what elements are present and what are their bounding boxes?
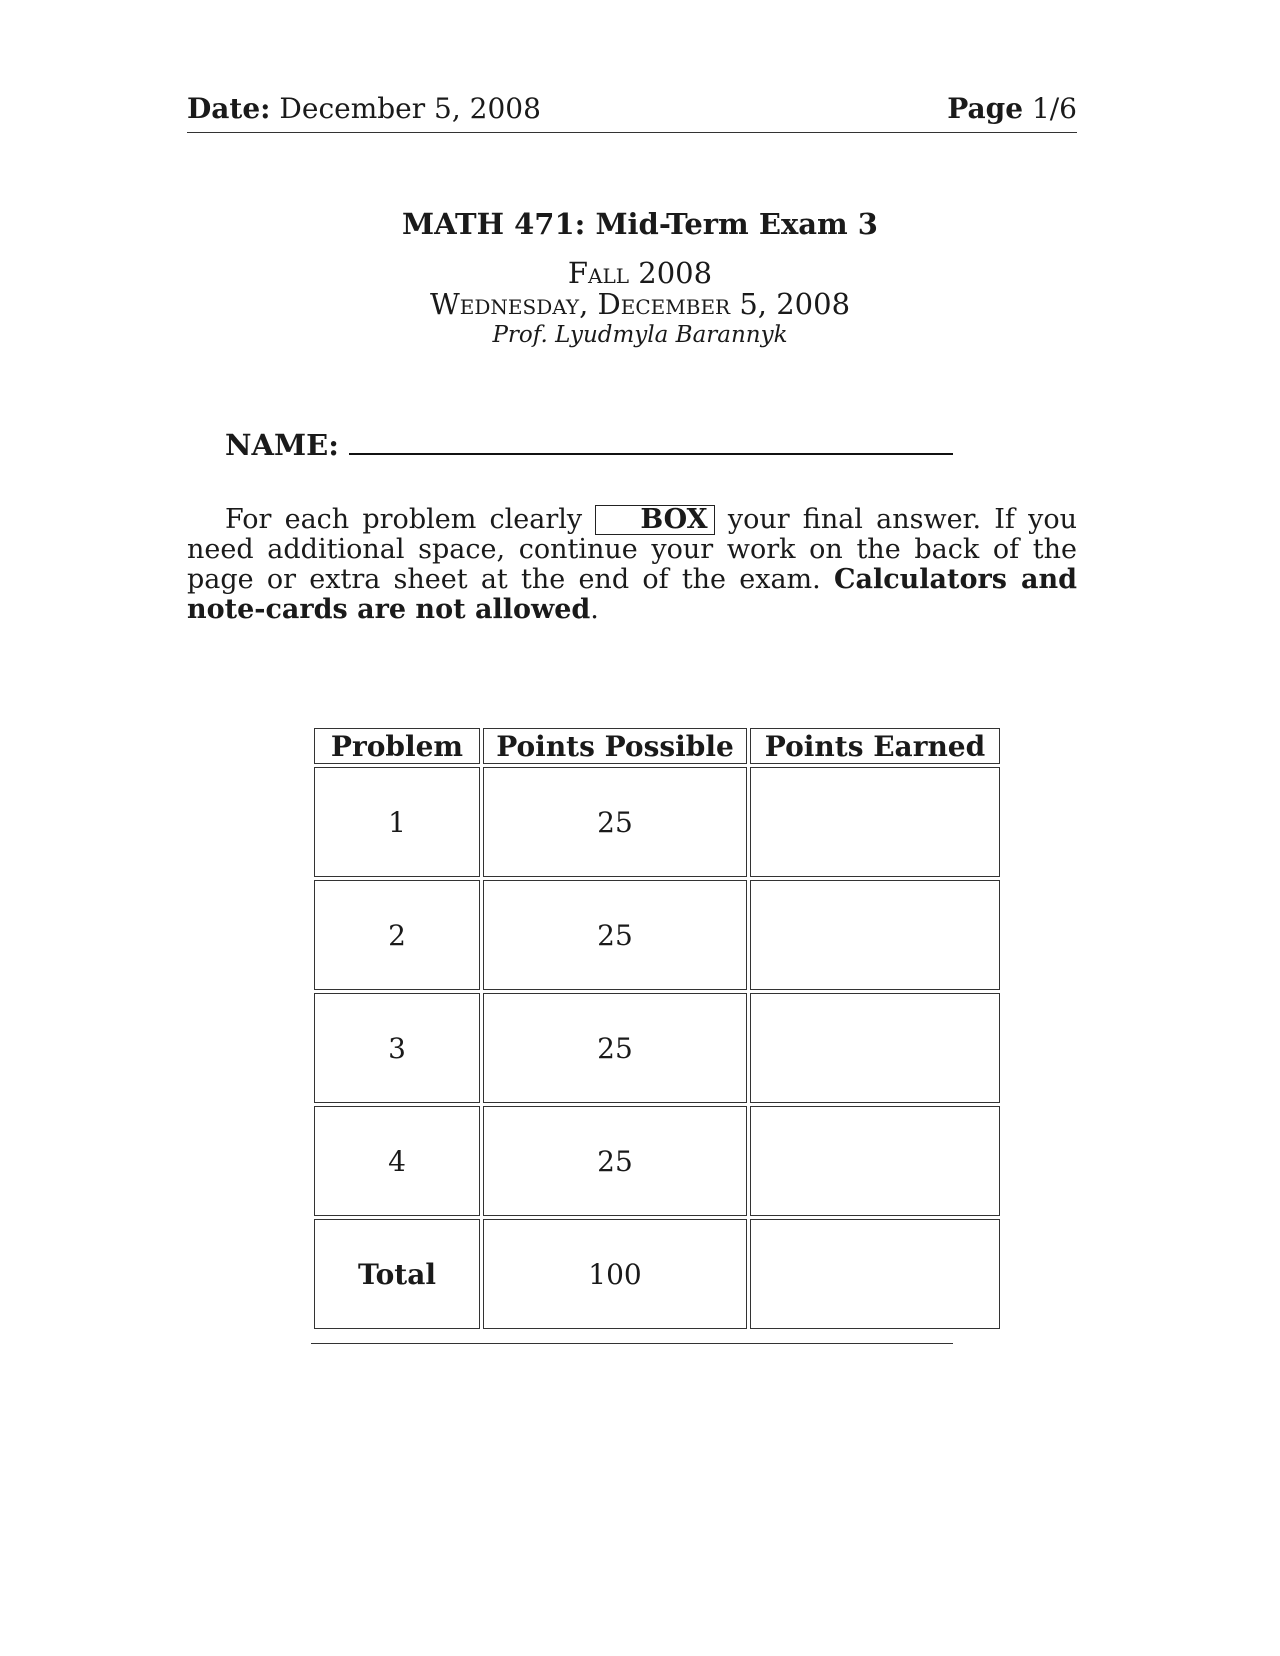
box-emphasis: BOX — [595, 505, 714, 535]
header-points-earned: Points Earned — [750, 728, 1000, 764]
table-row — [314, 1106, 1000, 1216]
header-problem: Problem — [314, 728, 480, 764]
table-row — [314, 880, 1000, 990]
page-number: 1/6 — [1031, 92, 1077, 125]
header-page — [947, 92, 1077, 125]
total-row — [314, 1219, 1000, 1329]
instructions-bold: Calculators and note-cards are not allowed — [187, 564, 1078, 625]
points-possible: 25 — [483, 880, 747, 990]
professor-name: Prof. Lyudmyla Barannyk — [492, 322, 788, 348]
score-table — [311, 725, 1003, 1332]
page-label: Page — [947, 92, 1024, 125]
total-points-possible: 100 — [483, 1219, 747, 1329]
points-possible: 25 — [483, 993, 747, 1103]
page-header — [187, 88, 1077, 133]
points-earned-cell[interactable] — [750, 1106, 1000, 1216]
table-bottom-rule — [311, 1343, 953, 1344]
date-label: Date: — [187, 92, 271, 125]
header-date — [187, 92, 541, 125]
exam-title: MATH 471: Mid-Term Exam 3 — [402, 207, 878, 241]
points-earned-cell[interactable] — [750, 767, 1000, 877]
points-possible: 25 — [483, 767, 747, 877]
header-points-possible: Points Possible — [483, 728, 747, 764]
problem-number: 3 — [314, 993, 480, 1103]
date-value: December 5, 2008 — [279, 92, 541, 125]
name-field[interactable] — [349, 453, 953, 455]
exam-term: Fall 2008 — [567, 256, 713, 290]
instructions-part1: For each problem clearly — [225, 504, 596, 535]
points-earned-cell[interactable] — [750, 880, 1000, 990]
instructions-part2: your final answer. If you need additional space, continue your work on the back of the page or extra sheet at the end of the exam. — [187, 504, 1077, 595]
instructions — [187, 505, 1077, 625]
points-earned-cell[interactable] — [750, 993, 1000, 1103]
total-points-earned-cell[interactable] — [750, 1219, 1000, 1329]
problem-number: 4 — [314, 1106, 480, 1216]
total-label: Total — [314, 1219, 480, 1329]
name-label: NAME: — [225, 428, 339, 462]
exam-date: Wednesday, December 5, 2008 — [429, 287, 851, 321]
problem-number: 2 — [314, 880, 480, 990]
points-possible: 25 — [483, 1106, 747, 1216]
instructions-end: . — [590, 594, 599, 625]
problem-number: 1 — [314, 767, 480, 877]
table-header-row — [314, 728, 1000, 764]
table-row — [314, 767, 1000, 877]
table-row — [314, 993, 1000, 1103]
